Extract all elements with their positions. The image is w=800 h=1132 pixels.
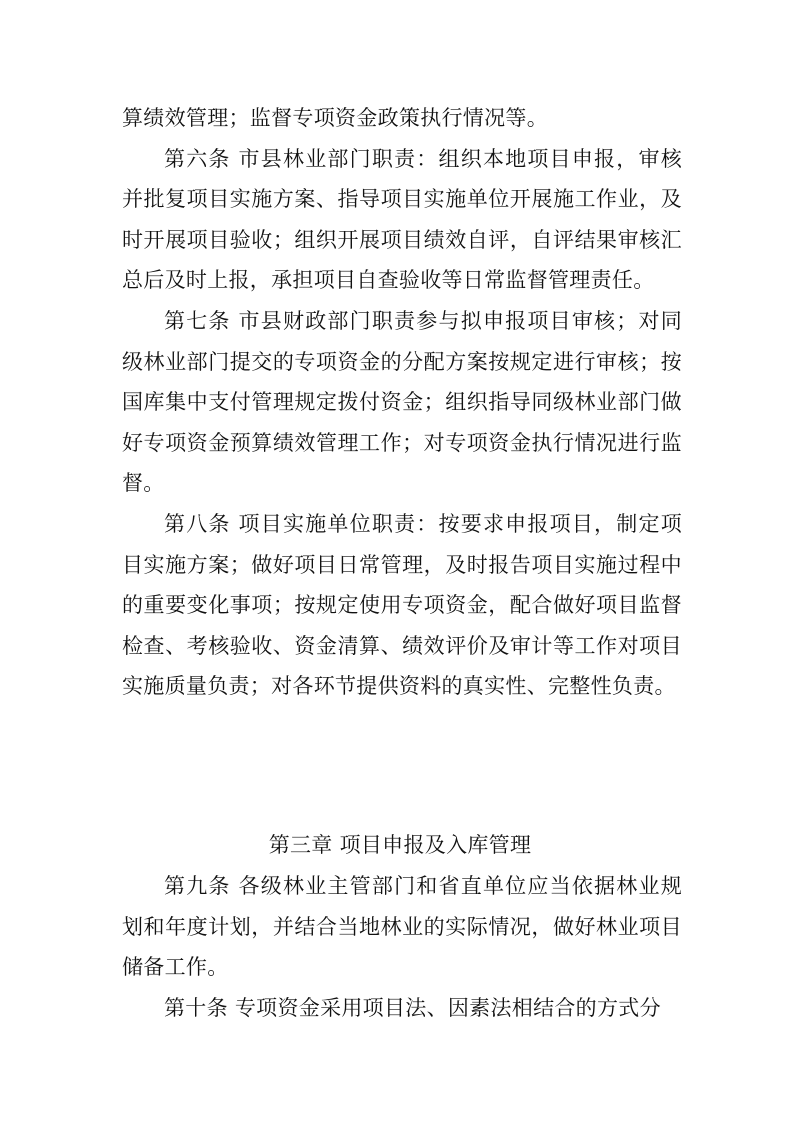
- paragraph-article-9: 第九条 各级林业主管部门和省直单位应当依据林业规划和年度计划，并结合当地林业的实际情况，做好林业项目储备工作。: [122, 874, 682, 980]
- paragraph-article-8: 第八条 项目实施单位职责：按要求申报项目，制定项目实施方案；做好项目日常管理，及时报告项目实施过程中的重要变化事项；按规定使用专项资金，配合做好项目监督检查、考核验收、资金清算、绩效评价及审计等工作对项目实施质量负责；对各环节提供资料的真实性、完整性负责。: [122, 511, 682, 699]
- body-text-lower: [122, 866, 682, 1028]
- chapter-title: 第三章 项目申报及入库管理: [268, 833, 532, 857]
- paragraph-article-7: 第七条 市县财政部门职责参与拟申报项目审核；对同级林业部门提交的专项资金的分配方案按规定进行审核；按国库集中支付管理规定拨付资金；组织指导同级林业部门做好专项资金预算绩效管理工作；对专项资金执行情况进行监督。: [122, 308, 682, 496]
- paragraph-continuation: 算绩效管理；监督专项资金政策执行情况等。: [122, 106, 548, 130]
- paragraph-article-10: 第十条 专项资金采用项目法、因素法相结合的方式分: [164, 995, 661, 1020]
- paragraph-article-6: 第六条 市县林业部门职责：组织本地项目申报，审核并批复项目实施方案、指导项目实施单位开展施工作业，及时开展项目验收；组织开展项目绩效自评，自评结果审核汇总后及时上报，承担项目自查验收等日常监督管理责任。: [122, 146, 682, 293]
- body-text-upper: [122, 98, 682, 707]
